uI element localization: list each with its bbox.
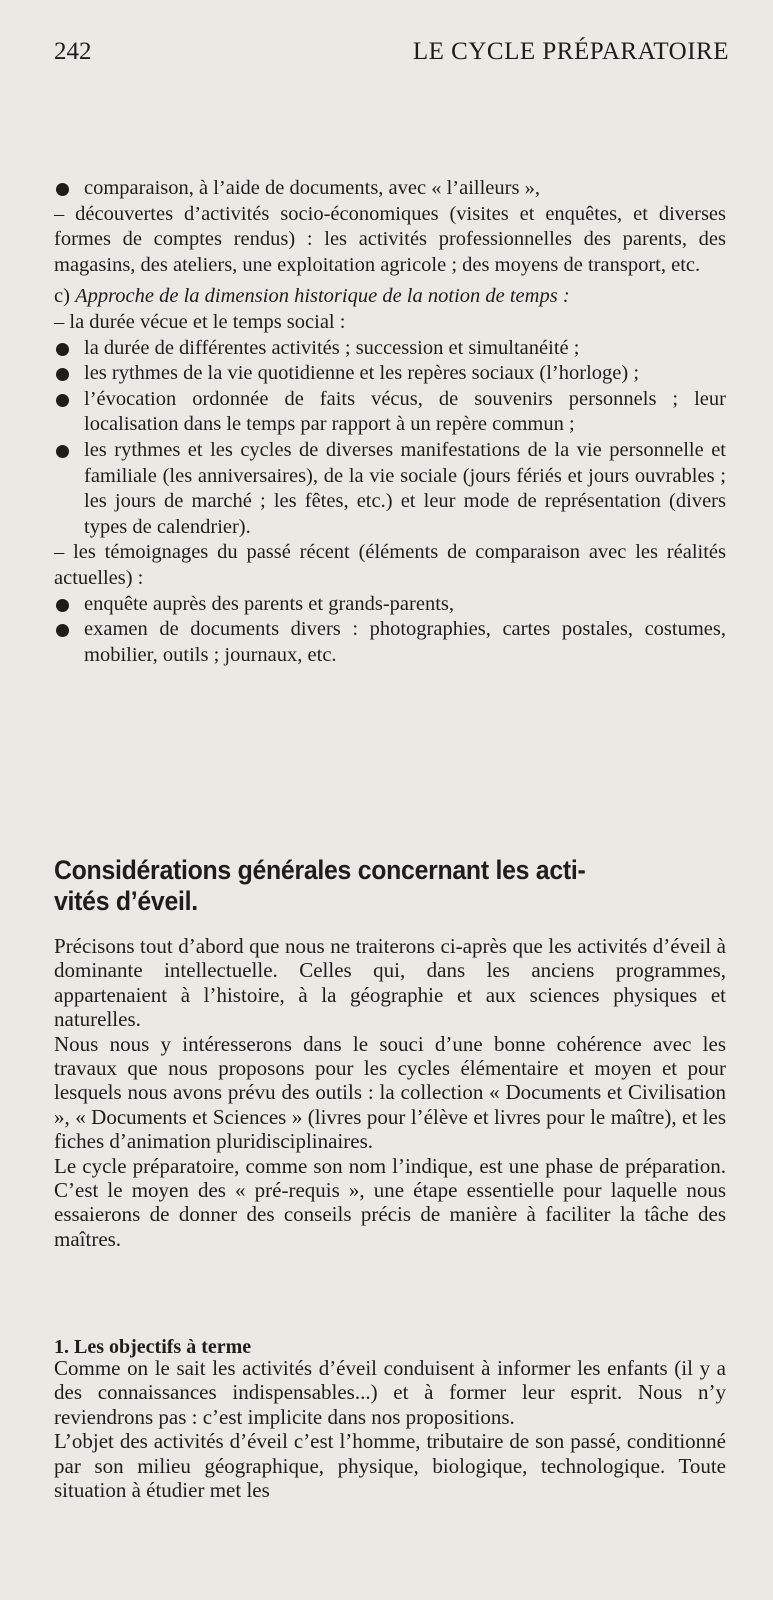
list-item: les rythmes et les cycles de diverses manifestations de la vie personnelle et familiale (les anniversaires), de la vie sociale (jours fériés et jours ouvrables ; les jours de marché ; les fêtes, etc.) et leur mode de représentation (divers types de calendrier). (54, 438, 726, 540)
list-item: – découvertes d’activités socio-économiques (visites et enquêtes, et diverses formes de comptes rendus) : les activités professionnelles des parents, des magasins, des ateliers, une exploitation agricole ; des moyens de transport, etc. (54, 202, 726, 276)
list-item: – les témoignages du passé récent (éléments de comparaison avec les réalités actuelles) : (54, 541, 726, 589)
running-title: LE CYCLE PRÉPARATOIRE (412, 38, 729, 65)
bullet-icon (56, 183, 69, 196)
section-heading: Considérations générales concernant les acti- vités d’éveil. (54, 855, 586, 916)
bullet-icon (56, 343, 69, 356)
page-number: 242 (54, 38, 92, 65)
list-item: comparaison, à l’aide de documents, avec « l’ailleurs », (54, 176, 726, 202)
bullet-icon (56, 445, 69, 458)
subsection-title: c) Approche de la dimension historique de la notion de temps : (54, 285, 570, 308)
bullet-icon (56, 368, 69, 381)
paragraph: Le cycle préparatoire, comme son nom l’indique, est une phase de préparation. C’est le moyen des « pré-requis », une étape essentielle pour laquelle nous essaierons de donner des conseils précis de manière à faciliter la tâche des maîtres. (54, 1153, 726, 1251)
objectives-body (54, 1356, 726, 1502)
paragraph: L’objet des activités d’éveil c’est l’homme, tributaire de son passé, conditionné par son milieu géographique, physique, biologique, technologique. Toute situation à étudier met les (54, 1429, 726, 1503)
list-item: l’évocation ordonnée de faits vécus, de souvenirs personnels ; leur localisation dans le temps par rapport à un repère commun ; (54, 387, 726, 438)
subheading-objectifs: 1. Les objectifs à terme (54, 1336, 252, 1358)
bullet-icon (56, 599, 69, 612)
bullet-icon (56, 394, 69, 407)
top-text-block (54, 176, 726, 668)
list-item: – la durée vécue et le temps social : (54, 310, 346, 333)
list-item: la durée de différentes activités ; succession et simultanéité ; (54, 336, 726, 362)
list-item: enquête auprès des parents et grands-parents, (54, 592, 726, 618)
section-body (54, 934, 726, 1251)
paragraph: Précisons tout d’abord que nous ne traiterons ci-après que les activités d’éveil à dominante intellectuelle. Celles qui, dans les anciens programmes, appartenaient à l’histoire, à la géographie et aux sciences physiques et naturelles. (54, 934, 726, 1032)
list-item: examen de documents divers : photographies, cartes postales, costumes, mobilier, outils ; journaux, etc. (54, 617, 726, 668)
paragraph: Comme on le sait les activités d’éveil conduisent à informer les enfants (il y a des connaissances indispensables...) et à former leur esprit. Nous n’y reviendrons pas : c’est implicite dans nos propositions. (54, 1356, 726, 1429)
paragraph: Nous nous y intéresserons dans le souci d’une bonne cohérence avec les travaux que nous proposons pour les cycles élémentaire et moyen et pour lesquels nous avons prévu des outils : la collection « Documents et Civilisation », « Documents et Sciences » (livres pour l’élève et livres pour le maître), et les fiches d’animation pluridisciplinaires. (54, 1031, 726, 1154)
list-item: les rythmes de la vie quotidienne et les repères sociaux (l’horloge) ; (54, 361, 726, 387)
bullet-icon (56, 624, 69, 637)
